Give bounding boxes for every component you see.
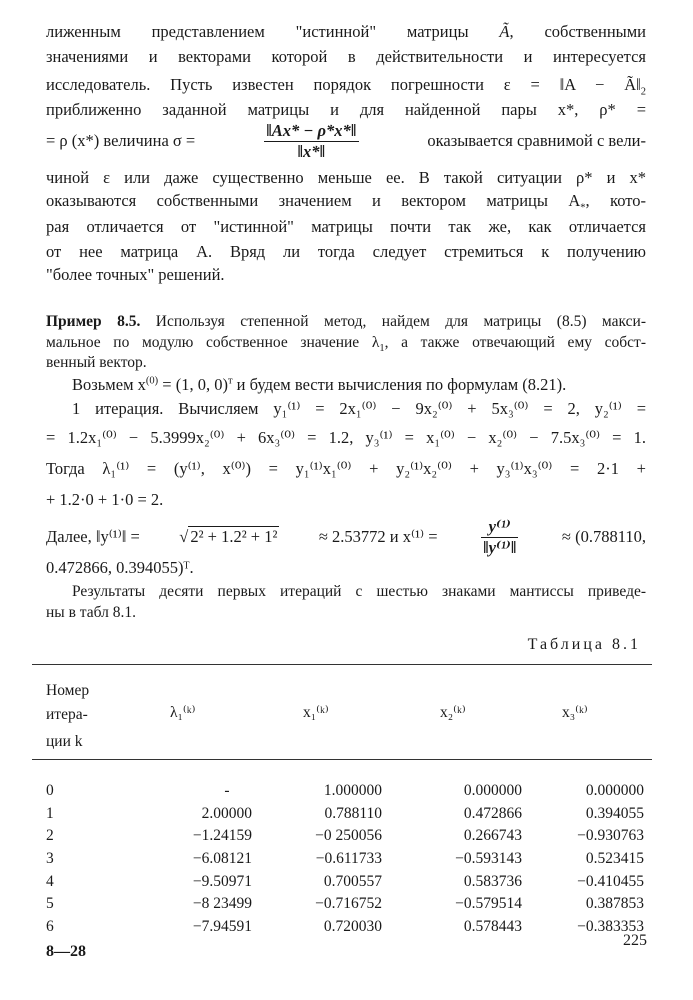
step-line: = 1.2x₁⁽⁰⁾ − 5.3999x₂⁽⁰⁾ + 6x₃⁽⁰⁾ = 1.2, y₃⁽¹⁾ = x₁⁽⁰⁾ − x₂⁽⁰⁾ − 7.5x₃⁽⁰⁾ = 1. <box>46 428 646 447</box>
text: , собственными <box>509 22 647 41</box>
cell-k: 3 <box>46 850 54 868</box>
cell-x1: 0.720030 <box>323 917 382 935</box>
text-line <box>46 191 646 213</box>
cell-k: 1 <box>46 804 54 822</box>
step-line: Результаты десяти первых итераций с шестью знаками мантиссы приведе- <box>72 583 646 600</box>
table-top-rule <box>32 664 652 665</box>
cell-x3: 0.394055 <box>585 804 644 822</box>
cell-x1: −0 250056 <box>315 827 382 845</box>
table-header-x1: x₁⁽ᵏ⁾ <box>303 704 329 721</box>
text: = (1, 0, 0) <box>158 375 228 394</box>
table-row <box>46 825 644 848</box>
text-line: значениями и векторами которой в действительности и интересуется <box>46 47 646 66</box>
table-header-x3: x₃⁽ᵏ⁾ <box>562 704 588 721</box>
cell-k: 6 <box>46 917 54 935</box>
text: , а также отвечающий ему собст- <box>384 334 646 351</box>
text: исследователь. Пусть известен порядок погрешности ε = ‖A − Ã‖ <box>46 75 641 94</box>
cell-lambda: −7.94591 <box>192 917 252 935</box>
cell-x2: −0.579514 <box>455 895 522 913</box>
cell-x3: 0.387853 <box>585 895 644 913</box>
denominator: ‖y⁽¹⁾‖ <box>482 537 517 557</box>
table-row <box>46 916 644 939</box>
text: ≈ 2.53772 и x⁽¹⁾ = <box>318 527 438 546</box>
step-line: ны в табл 8.1. <box>46 604 136 621</box>
text-line: чиной ε или даже существенно меньше ее. В такой ситуации ρ* и x* <box>46 168 646 187</box>
cell-k: 5 <box>46 895 54 913</box>
cell-x2: 0.472866 <box>463 804 522 822</box>
step-line: + 1.2·0 + 1·0 = 2. <box>46 490 164 509</box>
cell-lambda: −6.08121 <box>192 850 252 868</box>
step-line <box>72 375 646 395</box>
cell-lambda-value: - <box>224 782 230 800</box>
cell-lambda <box>112 780 252 803</box>
text: мальное по модулю собственное значение λ <box>46 334 380 351</box>
table-header-iteration-l1: Номер <box>46 682 90 699</box>
cell-k: 4 <box>46 872 54 890</box>
cell-x2: 0.266743 <box>463 827 522 845</box>
table-row <box>46 848 644 871</box>
text-line: от нее матрица A. Вряд ли тогда следует стремиться к получению <box>46 242 646 261</box>
superscript: (0) <box>145 375 159 387</box>
text: оказываются собственными значением и вектором матрицы A <box>46 191 581 210</box>
cell-x1: 0.700557 <box>323 872 382 890</box>
text: , кото- <box>585 191 646 210</box>
cell-x3: 0.000000 <box>585 782 644 800</box>
table-row <box>46 893 644 916</box>
text-line <box>46 22 646 42</box>
sigma-fraction <box>264 121 358 162</box>
denominator: ‖x*‖ <box>297 141 326 161</box>
subscript: * <box>580 202 586 214</box>
cell-x1: −0.611733 <box>315 850 382 868</box>
example-label: Пример 8.5. <box>46 313 141 330</box>
cell-x2: −0.593143 <box>455 850 522 868</box>
text: Используя степенной метод, найдем для матрицы (8.5) макси- <box>155 313 646 330</box>
cell-lambda: 2.00000 <box>201 804 252 822</box>
text: Далее, ‖y⁽¹⁾‖ = <box>46 527 140 546</box>
page-number: 225 <box>623 932 647 949</box>
text: оказывается сравнимой с вели- <box>427 131 646 150</box>
text-line <box>46 75 646 97</box>
example-line: венный вектор. <box>46 354 147 371</box>
table-header-lambda: λ₁⁽ᵏ⁾ <box>170 704 196 721</box>
normalized-vector-fraction <box>481 517 519 558</box>
table-caption: Таблица 8.1 <box>527 636 641 653</box>
text: = ρ (x*) величина σ = <box>46 131 196 150</box>
table-header-iteration-l3: ции k <box>46 733 83 750</box>
cell-x2: 0.583736 <box>463 872 522 890</box>
table-row <box>46 780 644 803</box>
cell-lambda: −1.24159 <box>192 827 252 845</box>
step-line: 0.472866, 0.394055)ᵀ. <box>46 558 194 577</box>
superscript: т <box>227 375 233 387</box>
table-row <box>46 803 644 826</box>
cell-x3: −0.930763 <box>577 827 644 845</box>
sqrt-expression: √ 2² + 1.2² + 1² <box>179 527 278 546</box>
subscript: 2 <box>640 86 646 98</box>
cell-x3: 0.523415 <box>585 850 644 868</box>
numerator: y⁽¹⁾ <box>481 517 519 538</box>
text: лиженным представлением "истинной" матрицы <box>46 22 469 41</box>
numerator: ‖Ax* − ρ*x*‖ <box>266 120 357 140</box>
step-line: 1 итерация. Вычисляем y₁⁽¹⁾ = 2x₁⁽⁰⁾ − 9x₂⁽⁰⁾ + 5x₃⁽⁰⁾ = 2, y₂⁽¹⁾ = <box>72 399 646 418</box>
table-header-iteration-l2: итера- <box>46 706 88 723</box>
cell-k: 2 <box>46 827 54 845</box>
step-line: Тогда λ₁⁽¹⁾ = (y⁽¹⁾, x⁽⁰⁾) = y₁⁽¹⁾x₁⁽⁰⁾ + y₂⁽¹⁾x₂⁽⁰⁾ + y₃⁽¹⁾x₃⁽⁰⁾ = 2·1 + <box>46 459 646 478</box>
subscript: 1 <box>379 343 385 355</box>
results-table <box>46 780 644 938</box>
table-header-x2: x₂⁽ᵏ⁾ <box>440 704 466 721</box>
text: и будем вести вычисления по формулам (8.21). <box>232 375 567 394</box>
example-line <box>46 334 646 354</box>
cell-x1: 1.000000 <box>323 782 382 800</box>
cell-x2: 0.578443 <box>463 917 522 935</box>
formula-line <box>46 118 646 164</box>
text-line: "более точных" решений. <box>46 265 225 284</box>
example-line <box>46 313 646 331</box>
cell-x3: −0.383353 <box>577 917 644 935</box>
cell-x3: −0.410455 <box>577 872 644 890</box>
table-row <box>46 870 644 893</box>
signature-mark: 8—28 <box>46 943 86 960</box>
radicand: 2² + 1.2² + 1² <box>190 527 278 546</box>
cell-x1: −0.716752 <box>315 895 382 913</box>
cell-x2: 0.000000 <box>463 782 522 800</box>
matrix-symbol: Ã <box>499 22 510 41</box>
text: Возьмем x <box>72 375 146 394</box>
table-header-rule <box>32 759 652 760</box>
cell-lambda: −8 23499 <box>192 895 252 913</box>
cell-lambda: −9.50971 <box>192 872 252 890</box>
text-line: приближенно заданной матрицы и для найденной пары x*, ρ* = <box>46 100 646 119</box>
text: ≈ (0.788110, <box>561 527 646 546</box>
formula-line <box>46 514 646 560</box>
cell-k: 0 <box>46 782 54 800</box>
text-line: рая отличается от "истинной" матрицы почти так же, как отличается <box>46 217 646 236</box>
cell-x1: 0.788110 <box>324 804 382 822</box>
